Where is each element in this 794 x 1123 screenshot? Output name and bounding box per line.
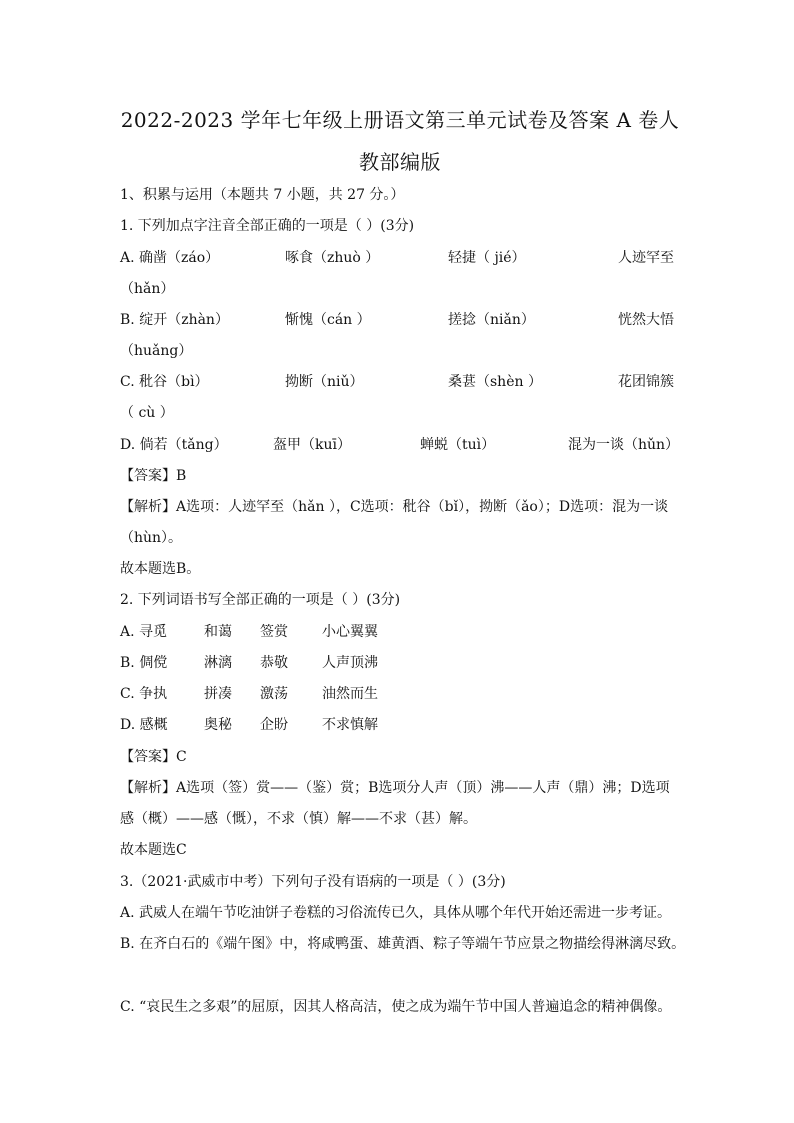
q2-d-word-2: 奥秘	[204, 717, 232, 733]
q1-d-word-4: 混为一谈（hǔn）	[568, 437, 680, 453]
doc-title-line-2: 教部编版	[359, 150, 441, 174]
q1-d-word-2: 盔甲（kuī）	[273, 437, 351, 453]
q1-d-word-3: 蝉蜕（tuì）	[420, 437, 496, 453]
q2-c-word-2: 拼凑	[204, 686, 232, 702]
q2-option-b	[120, 654, 680, 672]
q1-a-word-2: 啄食（zhuò ）	[285, 250, 380, 266]
q2-c-word-4: 油然而生	[322, 686, 378, 702]
q1-c-word-1: C. 秕谷（bì）	[120, 374, 209, 390]
q2-stem: 2. 下列词语书写全部正确的一项是（ ）(3分)	[120, 592, 401, 608]
q2-c-word-3: 激荡	[260, 686, 288, 702]
q2-d-word-4: 不求慎解	[322, 717, 378, 733]
q1-a-word-4: 人迹罕至	[618, 250, 674, 266]
q1-c-word-2: 拗断（niǔ）	[285, 374, 364, 390]
q1-c-continuation: （ cù ）	[120, 405, 174, 421]
q2-b-word-1: B. 倜傥	[120, 655, 168, 671]
q2-b-word-2: 淋漓	[204, 655, 232, 671]
q2-b-word-4: 人声顶沸	[322, 655, 378, 671]
q1-b-continuation: （huǎng）	[120, 343, 193, 359]
q2-a-word-4: 小心翼翼	[322, 624, 378, 640]
q1-stem: 1. 下列加点字注音全部正确的一项是（ ）(3分)	[120, 218, 415, 234]
q1-option-c	[120, 373, 680, 391]
q1-answer: 【答案】B	[120, 468, 187, 484]
q3-option-c: C. “哀民生之多艰”的屈原，因其人格高洁，使之成为端午节中国人普遍追念的精神偶像。	[120, 999, 672, 1015]
q2-conclusion: 故本题选C	[120, 842, 187, 858]
q2-a-word-1: A. 寻觅	[120, 624, 168, 640]
q2-d-word-3: 企盼	[260, 717, 288, 733]
q2-answer: 【答案】C	[120, 749, 187, 765]
q2-a-word-3: 签赏	[260, 624, 288, 640]
q1-c-word-3: 桑葚（shèn ）	[448, 374, 542, 390]
q2-analysis-line-2: 感（概）——感（慨），不求（慎）解——不求（甚）解。	[120, 811, 477, 827]
q1-option-a	[120, 249, 680, 267]
q2-option-d	[120, 716, 680, 734]
q1-b-word-3: 搓捻（niǎn）	[448, 312, 535, 328]
q2-option-c	[120, 685, 680, 703]
q3-option-b: B. 在齐白石的《端午图》中，将咸鸭蛋、雄黄酒、粽子等端午节应景之物描绘得淋漓尽致。	[120, 936, 686, 952]
q1-analysis-line-1: 【解析】A选项：人迹罕至（hǎn ），C选项：秕谷（bǐ），拗断（ǎo）；D选项：混为一谈	[120, 499, 669, 515]
q1-b-word-2: 惭愧（cán ）	[285, 312, 371, 328]
q2-analysis-line-1: 【解析】A选项（签）赏——（鉴）赏；B选项分人声（顶）沸——人声（鼎）沸；D选项	[120, 780, 670, 796]
q1-analysis-line-2: （hùn）。	[120, 530, 183, 546]
q2-c-word-1: C. 争执	[120, 686, 168, 702]
q1-conclusion: 故本题选B。	[120, 561, 201, 577]
q2-d-word-1: D. 感概	[120, 717, 168, 733]
q1-b-word-4: 恍然大悟	[618, 312, 674, 328]
q3-option-a: A. 武威人在端午节吃油饼子卷糕的习俗流传已久，具体从哪个年代开始还需进一步考证。	[120, 905, 672, 921]
q1-c-word-4: 花团锦簇	[618, 374, 674, 390]
q2-b-word-3: 恭敬	[260, 655, 288, 671]
q2-a-word-2: 和蔼	[204, 624, 232, 640]
q1-d-word-1: D. 倘若（tǎng）	[120, 437, 228, 453]
q1-option-b	[120, 311, 680, 329]
q3-stem: 3.（2021·武威市中考）下列句子没有语病的一项是（ ）(3分)	[120, 874, 506, 890]
section-heading: 1、积累与运用（本题共 7 小题，共 27 分。）	[120, 187, 405, 203]
q1-option-d	[120, 436, 680, 454]
q1-a-continuation: （hǎn）	[120, 281, 175, 297]
q1-a-word-3: 轻捷（ jié）	[448, 250, 526, 266]
q1-a-word-1: A. 确凿（záo）	[120, 250, 220, 266]
q2-option-a	[120, 623, 680, 641]
q1-b-word-1: B. 绽开（zhàn）	[120, 312, 229, 328]
doc-title-line-1: 2022-2023 学年七年级上册语文第三单元试卷及答案 A 卷人	[120, 108, 680, 132]
